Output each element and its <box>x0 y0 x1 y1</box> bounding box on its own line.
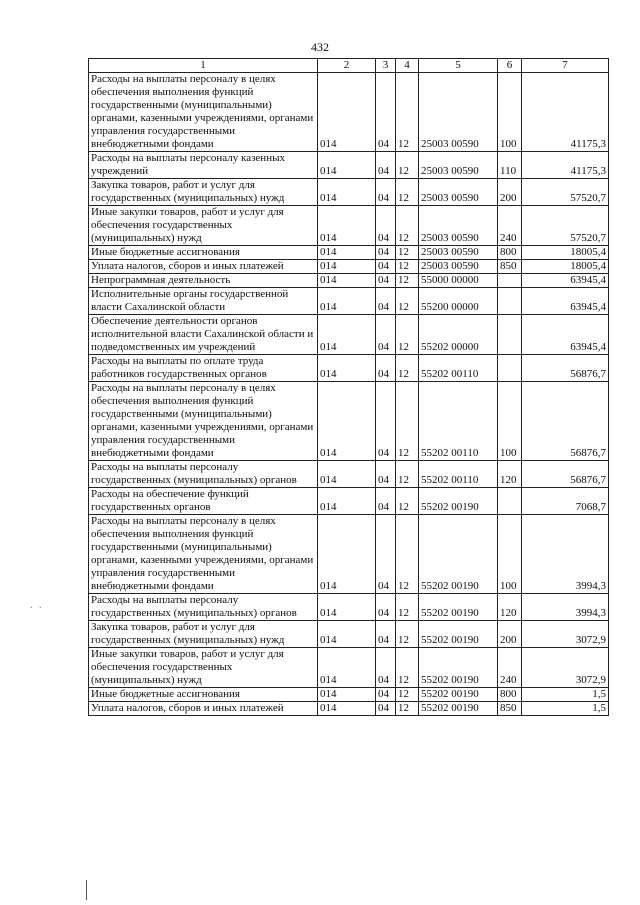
cell-col-2: 014 <box>318 260 376 274</box>
cell-name: Расходы на выплаты персоналу казенных учреждений <box>89 152 318 179</box>
table-row <box>89 179 609 206</box>
cell-col-5: 55000 00000 <box>419 274 498 288</box>
cell-name: Уплата налогов, сборов и иных платежей <box>89 260 318 274</box>
cell-col-4: 12 <box>396 179 419 206</box>
border-line <box>86 880 89 900</box>
table-row <box>89 274 609 288</box>
cell-name: Уплата налогов, сборов и иных платежей <box>89 702 318 716</box>
cell-col-5: 55202 00190 <box>419 702 498 716</box>
cell-col-6: 200 <box>498 179 522 206</box>
cell-col-3: 04 <box>376 594 396 621</box>
cell-col-5: 55202 00190 <box>419 594 498 621</box>
cell-col-2: 014 <box>318 152 376 179</box>
cell-amount: 3994,3 <box>522 515 609 594</box>
cell-col-4: 12 <box>396 648 419 688</box>
cell-col-3: 04 <box>376 206 396 246</box>
cell-name: Обеспечение деятельности органов исполнительной власти Сахалинской области и подведомственных им учреждений <box>89 315 318 355</box>
table-row <box>89 382 609 461</box>
cell-col-6: 800 <box>498 246 522 260</box>
cell-amount: 63945,4 <box>522 274 609 288</box>
cell-col-2: 014 <box>318 488 376 515</box>
cell-col-4: 12 <box>396 382 419 461</box>
cell-name: Закупка товаров, работ и услуг для государственных (муниципальных) нужд <box>89 621 318 648</box>
cell-col-5: 55202 00000 <box>419 315 498 355</box>
cell-col-4: 12 <box>396 73 419 152</box>
cell-col-6: 200 <box>498 621 522 648</box>
cell-col-5: 55200 00000 <box>419 288 498 315</box>
cell-col-6: 240 <box>498 206 522 246</box>
cell-name: Расходы на выплаты персоналу в целях обеспечения выполнения функций государственными (муниципальными) органами, казенными учреждениями, органами управления государственными внебюджетными фондами <box>89 73 318 152</box>
cell-amount: 3994,3 <box>522 594 609 621</box>
cell-col-2: 014 <box>318 73 376 152</box>
cell-col-5: 25003 00590 <box>419 73 498 152</box>
cell-amount: 3072,9 <box>522 621 609 648</box>
column-header: 6 <box>498 59 522 73</box>
cell-col-3: 04 <box>376 73 396 152</box>
table-row <box>89 73 609 152</box>
cell-col-5: 55202 00190 <box>419 488 498 515</box>
cell-col-6 <box>498 315 522 355</box>
cell-col-2: 014 <box>318 355 376 382</box>
table-row <box>89 288 609 315</box>
cell-col-5: 55202 00190 <box>419 688 498 702</box>
cell-col-5: 55202 00110 <box>419 355 498 382</box>
cell-col-3: 04 <box>376 260 396 274</box>
cell-col-4: 12 <box>396 152 419 179</box>
cell-col-3: 04 <box>376 246 396 260</box>
cell-col-5: 55202 00110 <box>419 382 498 461</box>
cell-amount: 18005,4 <box>522 246 609 260</box>
cell-name: Иные бюджетные ассигнования <box>89 688 318 702</box>
cell-col-2: 014 <box>318 594 376 621</box>
cell-col-3: 04 <box>376 621 396 648</box>
cell-col-4: 12 <box>396 488 419 515</box>
cell-col-3: 04 <box>376 382 396 461</box>
cell-amount: 63945,4 <box>522 315 609 355</box>
table-row <box>89 206 609 246</box>
cell-amount: 63945,4 <box>522 288 609 315</box>
cell-name: Расходы на выплаты персоналу государственных (муниципальных) органов <box>89 594 318 621</box>
cell-col-4: 12 <box>396 688 419 702</box>
cell-col-3: 04 <box>376 702 396 716</box>
cell-name: Расходы на обеспечение функций государственных органов <box>89 488 318 515</box>
cell-col-2: 014 <box>318 246 376 260</box>
table-row <box>89 152 609 179</box>
cell-col-6: 120 <box>498 594 522 621</box>
cell-col-3: 04 <box>376 461 396 488</box>
cell-col-6: 110 <box>498 152 522 179</box>
cell-name: Расходы на выплаты персоналу в целях обеспечения выполнения функций государственными (муниципальными) органами, казенными учреждениями, органами управления государственными внебюджетными фондами <box>89 382 318 461</box>
cell-name: Расходы на выплаты персоналу в целях обеспечения выполнения функций государственными (муниципальными) органами, казенными учреждениями, органами управления государственными внебюджетными фондами <box>89 515 318 594</box>
cell-col-5: 25003 00590 <box>419 206 498 246</box>
cell-name: Иные бюджетные ассигнования <box>89 246 318 260</box>
cell-name: Исполнительные органы государственной власти Сахалинской области <box>89 288 318 315</box>
cell-col-3: 04 <box>376 315 396 355</box>
column-header: 7 <box>522 59 609 73</box>
cell-name: Иные закупки товаров, работ и услуг для обеспечения государственных (муниципальных) нужд <box>89 206 318 246</box>
table-row <box>89 702 609 716</box>
table-row <box>89 260 609 274</box>
cell-col-6 <box>498 274 522 288</box>
cell-col-6: 100 <box>498 73 522 152</box>
table-row <box>89 246 609 260</box>
table-row <box>89 515 609 594</box>
cell-col-6: 850 <box>498 702 522 716</box>
cell-col-4: 12 <box>396 288 419 315</box>
table-row <box>89 355 609 382</box>
cell-col-6: 240 <box>498 648 522 688</box>
page-number: 432 <box>311 40 329 54</box>
cell-name: Расходы на выплаты по оплате труда работников государственных органов <box>89 355 318 382</box>
cell-col-2: 014 <box>318 206 376 246</box>
cell-col-3: 04 <box>376 648 396 688</box>
cell-col-2: 014 <box>318 515 376 594</box>
cell-col-2: 014 <box>318 648 376 688</box>
column-header: 3 <box>376 59 396 73</box>
cell-col-5: 55202 00110 <box>419 461 498 488</box>
scan-marks: . . <box>30 600 44 611</box>
column-header: 1 <box>89 59 318 73</box>
cell-col-6 <box>498 288 522 315</box>
cell-name: Иные закупки товаров, работ и услуг для обеспечения государственных (муниципальных) нужд <box>89 648 318 688</box>
cell-col-2: 014 <box>318 179 376 206</box>
table-row <box>89 621 609 648</box>
cell-col-4: 12 <box>396 594 419 621</box>
cell-amount: 3072,9 <box>522 648 609 688</box>
cell-name: Расходы на выплаты персоналу государственных (муниципальных) органов <box>89 461 318 488</box>
table-row <box>89 648 609 688</box>
cell-amount: 41175,3 <box>522 152 609 179</box>
cell-col-3: 04 <box>376 152 396 179</box>
cell-col-4: 12 <box>396 206 419 246</box>
table-row <box>89 461 609 488</box>
cell-col-6: 120 <box>498 461 522 488</box>
cell-amount: 1,5 <box>522 688 609 702</box>
column-header: 2 <box>318 59 376 73</box>
table-row <box>89 594 609 621</box>
cell-amount: 57520,7 <box>522 206 609 246</box>
cell-col-2: 014 <box>318 461 376 488</box>
cell-col-4: 12 <box>396 260 419 274</box>
cell-amount: 41175,3 <box>522 73 609 152</box>
cell-col-4: 12 <box>396 315 419 355</box>
cell-col-5: 55202 00190 <box>419 621 498 648</box>
column-header: 4 <box>396 59 419 73</box>
cell-amount: 56876,7 <box>522 355 609 382</box>
cell-col-4: 12 <box>396 246 419 260</box>
cell-amount: 57520,7 <box>522 179 609 206</box>
cell-col-3: 04 <box>376 274 396 288</box>
table-row <box>89 688 609 702</box>
cell-col-5: 25003 00590 <box>419 246 498 260</box>
cell-col-6: 100 <box>498 515 522 594</box>
cell-col-6: 800 <box>498 688 522 702</box>
cell-col-3: 04 <box>376 179 396 206</box>
cell-col-2: 014 <box>318 702 376 716</box>
cell-col-2: 014 <box>318 288 376 315</box>
table-row <box>89 315 609 355</box>
table-row <box>89 488 609 515</box>
cell-col-3: 04 <box>376 515 396 594</box>
cell-col-3: 04 <box>376 288 396 315</box>
cell-col-3: 04 <box>376 688 396 702</box>
cell-col-2: 014 <box>318 688 376 702</box>
cell-amount: 56876,7 <box>522 382 609 461</box>
cell-amount: 56876,7 <box>522 461 609 488</box>
cell-col-2: 014 <box>318 315 376 355</box>
cell-col-4: 12 <box>396 702 419 716</box>
column-header: 5 <box>419 59 498 73</box>
cell-col-4: 12 <box>396 274 419 288</box>
cell-col-2: 014 <box>318 621 376 648</box>
cell-col-4: 12 <box>396 355 419 382</box>
cell-col-6 <box>498 355 522 382</box>
cell-col-6: 850 <box>498 260 522 274</box>
cell-amount: 7068,7 <box>522 488 609 515</box>
cell-col-4: 12 <box>396 621 419 648</box>
cell-col-6 <box>498 488 522 515</box>
budget-table <box>88 58 609 716</box>
cell-amount: 18005,4 <box>522 260 609 274</box>
cell-col-4: 12 <box>396 461 419 488</box>
table-header-row <box>89 59 609 73</box>
cell-col-2: 014 <box>318 382 376 461</box>
cell-name: Закупка товаров, работ и услуг для государственных (муниципальных) нужд <box>89 179 318 206</box>
table-body <box>89 73 609 716</box>
cell-col-2: 014 <box>318 274 376 288</box>
cell-name: Непрограммная деятельность <box>89 274 318 288</box>
cell-col-5: 25003 00590 <box>419 152 498 179</box>
cell-col-6: 100 <box>498 382 522 461</box>
cell-amount: 1,5 <box>522 702 609 716</box>
cell-col-5: 55202 00190 <box>419 648 498 688</box>
cell-col-5: 25003 00590 <box>419 179 498 206</box>
cell-col-4: 12 <box>396 515 419 594</box>
cell-col-5: 25003 00590 <box>419 260 498 274</box>
cell-col-3: 04 <box>376 488 396 515</box>
cell-col-5: 55202 00190 <box>419 515 498 594</box>
cell-col-3: 04 <box>376 355 396 382</box>
